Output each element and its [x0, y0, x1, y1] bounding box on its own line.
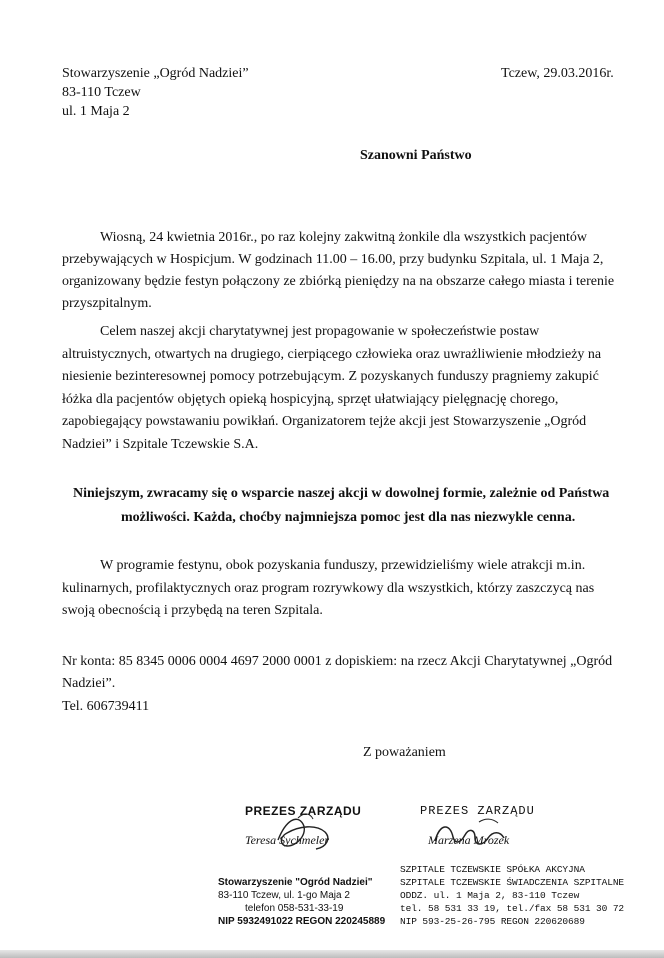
closing: Z poważaniem — [363, 745, 446, 760]
phone-line: Tel. 606739411 — [62, 699, 150, 714]
stamp-right-line1: SZPITALE TCZEWSKIE SPÓŁKA AKCYJNA — [400, 864, 585, 875]
bold-appeal-line: Niniejszym, zwracamy się o wsparcie naszej akcji w dowolnej formie, zależnie od Państwa — [73, 486, 610, 501]
paragraph2-line: niesienie bezinteresownej pomocy potrzebującym. Z pozyskanych funduszy pragniemy zakupić — [62, 369, 599, 384]
paragraph1-line: przyszpitalnym. — [62, 296, 152, 311]
left-signature-icon — [268, 802, 358, 862]
date-line: Tczew, 29.03.2016r. — [501, 66, 614, 81]
paragraph1-line: Wiosną, 24 kwietnia 2016r., po raz kolejny zakwitną żonkile dla wszystkich pacjentów — [100, 230, 587, 245]
sender-name: Stowarzyszenie „Ogród Nadziei” — [62, 66, 249, 81]
paragraph3-line: kulinarnych, profilaktycznych oraz program rozrywkowy dla wszystkich, którzy zaszczycą nas — [62, 581, 595, 596]
stamp-left-ids: NIP 5932491022 REGON 220245889 — [218, 916, 386, 927]
paragraph2-line: łóżka dla pacjentów objętych opieką hospicyjną, sprzęt ułatwiający pielęgnację chorego, — [62, 392, 559, 407]
paragraph1-line: przebywających w Hospicjum. W godzinach 11.00 – 16.00, przy budynku Szpitala, ul. 1 Maja 2, — [62, 252, 604, 267]
bold-appeal-line: możliwości. Każda, choćby najmniejsza pomoc jest dla nas niezwykle cenna. — [121, 510, 576, 525]
paragraph2-line: zapobiegający powstawaniu powikłań. Organizatorem tejże akcji jest Stowarzyszenie „Ogród — [62, 414, 587, 429]
paragraph2-line: altruistycznych, otwartych na drugiego, cierpiącego człowieka oraz uwrażliwienie młodzieży na — [62, 347, 602, 362]
stamp-right-line2: SZPITALE TCZEWSKIE ŚWIADCZENIA SZPITALNE — [400, 877, 625, 888]
stamp-left-org-line1: Stowarzyszenie "Ogród Nadziei" — [218, 877, 373, 888]
account-note-line: Nr konta: 85 8345 0006 0004 4697 2000 0001 z dopiskiem: na rzecz Akcji Charytatywnej „Ogród — [62, 654, 613, 669]
paragraph2-line: Celem naszej akcji charytatywnej jest propagowanie w społeczeństwie postaw — [100, 324, 540, 339]
right-signature-icon — [430, 813, 520, 863]
sender-postal: 83-110 Tczew — [62, 85, 141, 100]
paragraph3-line: swoją obecnością i przybędą na teren Szpitala. — [62, 603, 323, 618]
paragraph1-line: organizowany będzie festyn połączony ze zbiórką pieniędzy na na obszarze całego miasta i terenie — [62, 274, 615, 289]
stamp-left-phone: telefon 058-531-33-19 — [245, 903, 344, 914]
stamp-right-line4: tel. 58 531 33 19, tel./fax 58 531 30 72 — [400, 903, 625, 914]
scan-footer-band — [0, 950, 664, 958]
stamp-right-name: Marzena Mrozek — [428, 833, 510, 847]
stamp-left-org-line2: 83-110 Tczew, ul. 1-go Maja 2 — [218, 890, 350, 901]
greeting: Szanowni Państwo — [360, 148, 472, 163]
sender-street: ul. 1 Maja 2 — [62, 104, 130, 119]
stamp-right-line3: ODDZ. ul. 1 Maja 2, 83-110 Tczew — [400, 890, 580, 901]
stamp-right-line5: NIP 593-25-26-795 REGON 220620689 — [400, 916, 585, 927]
account-note-line: Nadziei”. — [62, 676, 116, 691]
paragraph3-line: W programie festynu, obok pozyskania funduszy, przewidzieliśmy wiele atrakcji m.in. — [100, 558, 586, 573]
stamp-left-title: PREZES ZARZĄDU — [245, 804, 362, 818]
paragraph2-line: Nadziei” i Szpitale Tczewskie S.A. — [62, 437, 259, 452]
stamp-left-name: Teresa Sychmeler — [245, 833, 330, 847]
stamp-right-title: PREZES ZARZĄDU — [420, 804, 535, 818]
